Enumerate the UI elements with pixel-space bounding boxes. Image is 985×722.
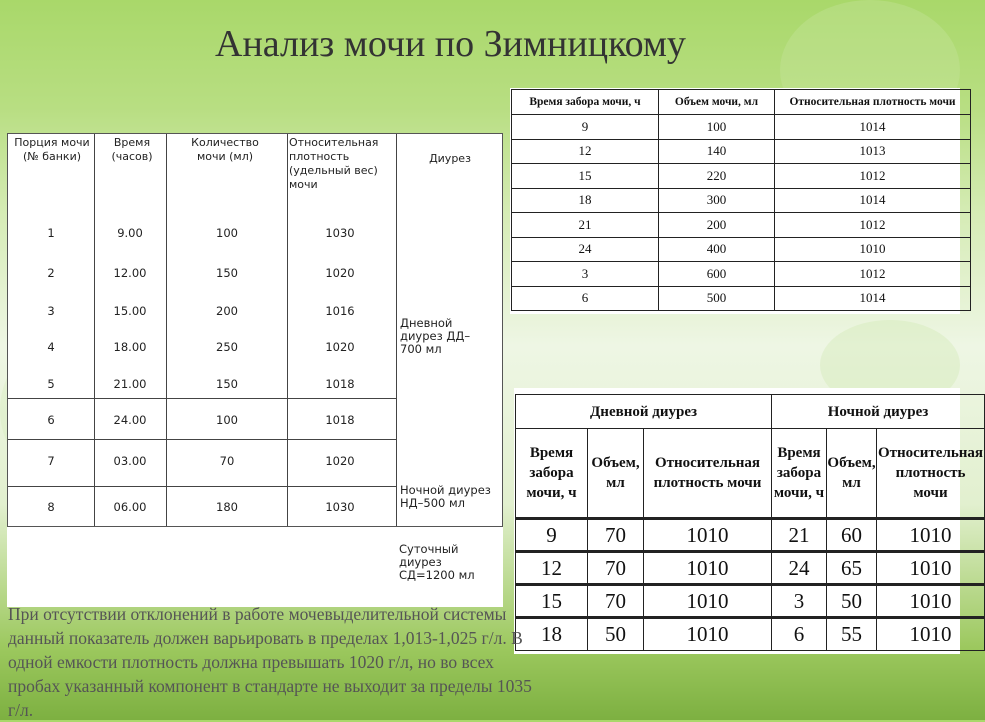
norm-description: При отсутствии отклонений в работе мочевыделительной системы данный показатель должен варьировать в пределах 1,013-1,025 г/л. В одной емкости плотность должна превышать 1020 г/л, но во всех пробах указанный компонент в стандарте не выходит за пределы 1035 г/л. [8, 604, 532, 720]
cell-volume: 250 [216, 340, 238, 354]
header-day-density: Относительная плотность мочи [644, 429, 772, 519]
cell-time: 15.00 [113, 304, 147, 318]
cell-density: 1014 [775, 286, 971, 311]
table-row [516, 519, 985, 552]
table-row [512, 115, 971, 140]
cell-volume: 400 [659, 237, 775, 262]
col-divider [396, 134, 397, 526]
group-day-diuresis: Дневной диурез [516, 395, 772, 429]
cell-day-volume: 50 [588, 618, 644, 651]
cell-time: 12 [512, 139, 659, 164]
table-row [512, 237, 971, 262]
cell-day-volume: 70 [588, 585, 644, 618]
cell-volume: 100 [216, 226, 238, 240]
zimnitsky-table-normal [510, 88, 960, 314]
cell-portion: 4 [47, 340, 55, 354]
cell-density: 1012 [775, 213, 971, 238]
cell-portion: 6 [47, 413, 55, 427]
cell-day-density: 1010 [644, 585, 772, 618]
cell-night-volume: 65 [827, 552, 877, 585]
cell-time: 18.00 [113, 340, 147, 354]
cell-time: 21.00 [113, 377, 147, 391]
cell-portion: 2 [47, 266, 55, 280]
cell-night-time: 3 [772, 585, 827, 618]
cell-volume: 70 [219, 454, 235, 468]
table-row [516, 552, 985, 585]
night-diuresis-label: Ночной диурез НД–500 мл [400, 483, 491, 510]
table-isosthenuria-grid [515, 394, 985, 651]
header-density: Относительная плотность мочи [775, 90, 971, 115]
cell-day-volume: 70 [588, 519, 644, 552]
table-row [8, 304, 396, 320]
table-row [512, 164, 971, 189]
table-row [512, 139, 971, 164]
table-row [512, 213, 971, 238]
row-divider [8, 398, 396, 399]
cell-time: 24.00 [113, 413, 147, 427]
cell-night-density: 1010 [877, 618, 985, 651]
cell-density: 1030 [325, 226, 355, 240]
header-diuresis: Диурез [429, 152, 471, 165]
cell-portion: 3 [47, 304, 55, 318]
cell-density: 1030 [325, 500, 355, 514]
cell-night-density: 1010 [877, 585, 985, 618]
cell-day-time: 12 [516, 552, 588, 585]
cell-night-volume: 60 [827, 519, 877, 552]
cell-density: 1016 [325, 304, 355, 318]
cell-time: 18 [512, 188, 659, 213]
cell-volume: 220 [659, 164, 775, 189]
cell-time: 15 [512, 164, 659, 189]
cell-day-time: 9 [516, 519, 588, 552]
cell-density: 1010 [775, 237, 971, 262]
page-title: Анализ мочи по Зимницкому [215, 23, 686, 65]
cell-time: 3 [512, 262, 659, 287]
header-volume: Количество мочи (мл) [191, 136, 259, 163]
cell-density: 1014 [775, 115, 971, 140]
cell-portion: 1 [47, 226, 55, 240]
cell-time: 9 [512, 115, 659, 140]
cell-density: 1013 [775, 139, 971, 164]
table-row [8, 340, 396, 356]
table-row [8, 226, 396, 242]
day-diuresis-label: Дневной диурез ДД– 700 мл [400, 316, 471, 356]
cell-time: 9.00 [117, 226, 143, 240]
header-time: Время (часов) [111, 136, 153, 163]
cell-portion: 7 [47, 454, 55, 468]
header-night-time: Время забора мочи, ч [772, 429, 827, 519]
cell-density: 1020 [325, 340, 355, 354]
table-header-row [512, 90, 971, 115]
cell-day-density: 1010 [644, 618, 772, 651]
cell-density: 1014 [775, 188, 971, 213]
table-row [516, 585, 985, 618]
zimnitsky-table-main [7, 133, 503, 527]
header-night-density: Относительная плотность мочи [877, 429, 985, 519]
table-row [512, 262, 971, 287]
table-row [8, 413, 396, 429]
header-day-time: Время забора мочи, ч [516, 429, 588, 519]
table-row [8, 454, 396, 470]
cell-volume: 150 [216, 377, 238, 391]
cell-density: 1012 [775, 262, 971, 287]
table-group-header-row [516, 395, 985, 429]
header-time: Время забора мочи, ч [512, 90, 659, 115]
cell-volume: 200 [659, 213, 775, 238]
header-portion: Порция мочи (№ банки) [14, 136, 90, 163]
cell-time: 24 [512, 237, 659, 262]
cell-night-time: 6 [772, 618, 827, 651]
cell-time: 12.00 [113, 266, 147, 280]
cell-volume: 300 [659, 188, 775, 213]
cell-density: 1018 [325, 413, 355, 427]
table-row [8, 266, 396, 282]
cell-volume: 140 [659, 139, 775, 164]
cell-day-volume: 70 [588, 552, 644, 585]
cell-volume: 150 [216, 266, 238, 280]
zimnitsky-table-isosthenuria [514, 388, 984, 654]
cell-night-time: 24 [772, 552, 827, 585]
cell-density: 1020 [325, 454, 355, 468]
cell-night-density: 1010 [877, 552, 985, 585]
cell-day-density: 1010 [644, 519, 772, 552]
header-density: Относительная плотность (удельный вес) мочи [289, 136, 379, 191]
table-normal-grid [511, 89, 971, 311]
cell-density: 1012 [775, 164, 971, 189]
cell-volume: 600 [659, 262, 775, 287]
table-row [512, 286, 971, 311]
cell-volume: 100 [659, 115, 775, 140]
header-volume: Объем мочи, мл [659, 90, 775, 115]
table-row [8, 500, 396, 516]
cell-volume: 180 [216, 500, 238, 514]
cell-night-volume: 55 [827, 618, 877, 651]
table-row [8, 377, 396, 393]
cell-time: 21 [512, 213, 659, 238]
cell-time: 6 [512, 286, 659, 311]
table-header-row [516, 429, 985, 519]
cell-density: 1020 [325, 266, 355, 280]
header-day-volume: Объем, мл [588, 429, 644, 519]
cell-volume: 200 [216, 304, 238, 318]
table-row [516, 618, 985, 651]
table-row [512, 188, 971, 213]
cell-night-time: 21 [772, 519, 827, 552]
cell-volume: 500 [659, 286, 775, 311]
row-divider [8, 439, 396, 440]
cell-day-density: 1010 [644, 552, 772, 585]
cell-day-time: 15 [516, 585, 588, 618]
cell-time: 06.00 [113, 500, 147, 514]
daily-diuresis-label: Суточный диурез СД=1200 мл [399, 542, 475, 582]
cell-day-time: 18 [516, 618, 588, 651]
cell-volume: 100 [216, 413, 238, 427]
row-divider [8, 486, 396, 487]
cell-time: 03.00 [113, 454, 147, 468]
cell-portion: 8 [47, 500, 55, 514]
header-night-volume: Объем, мл [827, 429, 877, 519]
cell-density: 1018 [325, 377, 355, 391]
cell-night-volume: 50 [827, 585, 877, 618]
cell-night-density: 1010 [877, 519, 985, 552]
group-night-diuresis: Ночной диурез [772, 395, 985, 429]
cell-portion: 5 [47, 377, 55, 391]
